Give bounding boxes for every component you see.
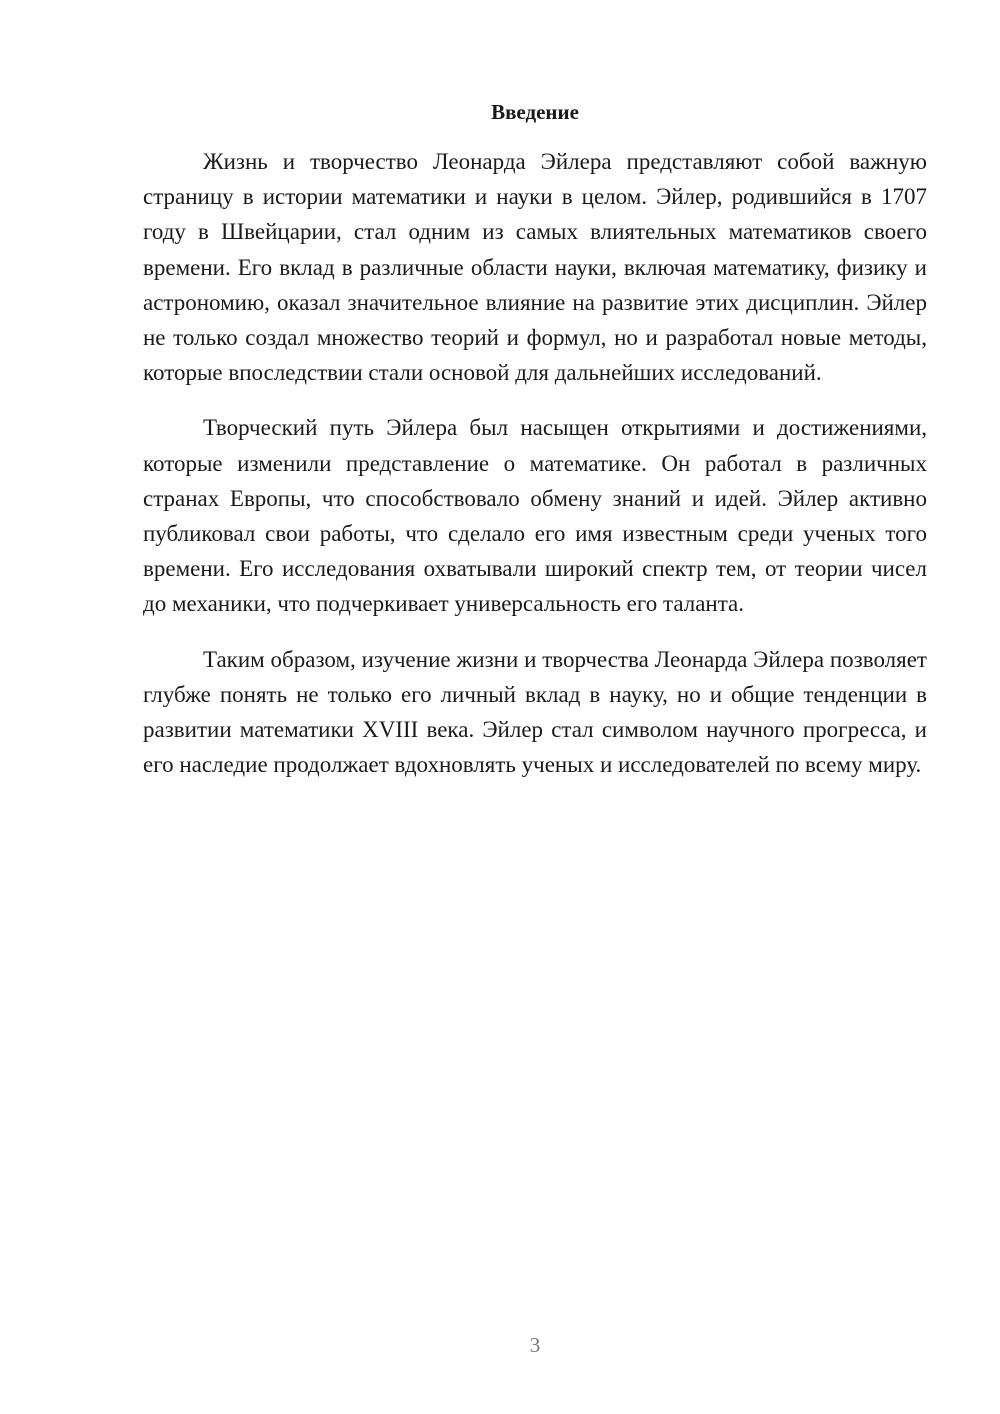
section-heading: Введение (491, 100, 579, 124)
paragraph-2: Творческий путь Эйлера был насыщен открытиями и достижениями, которые изменили представление о математике. Он работал в различных странах Европы, что способствовало обмену знаний и идей. Эйлер активно публиковал свои работы, что сделало его имя известным среди ученых того времени. Его исследования охватывали широкий спектр тем, от теории чисел до механики, что подчеркивает универсальность его таланта. (143, 415, 927, 617)
paragraph-1: Жизнь и творчество Леонарда Эйлера представляют собой важную страницу в истории математики и науки в целом. Эйлер, родившийся в 1707 году в Швейцарии, стал одним из самых влиятельных математиков своего времени. Его вклад в различные области науки, включая математику, физику и астрономию, оказал значительное влияние на развитие этих дисциплин. Эйлер не только создал множество теорий и формул, но и разработал новые методы, которые впоследствии стали основой для дальнейших исследований. (143, 149, 927, 386)
body-text (143, 144, 927, 802)
paragraph-3: Таким образом, изучение жизни и творчества Леонарда Эйлера позволяет глубже понять не только его личный вклад в науку, но и общие тенденции в развитии математики XVIII века. Эйлер стал символом научного прогресса, и его наследие продолжает вдохновлять ученых и исследователей по всему миру. (143, 646, 927, 778)
page-number: 3 (529, 1333, 541, 1357)
